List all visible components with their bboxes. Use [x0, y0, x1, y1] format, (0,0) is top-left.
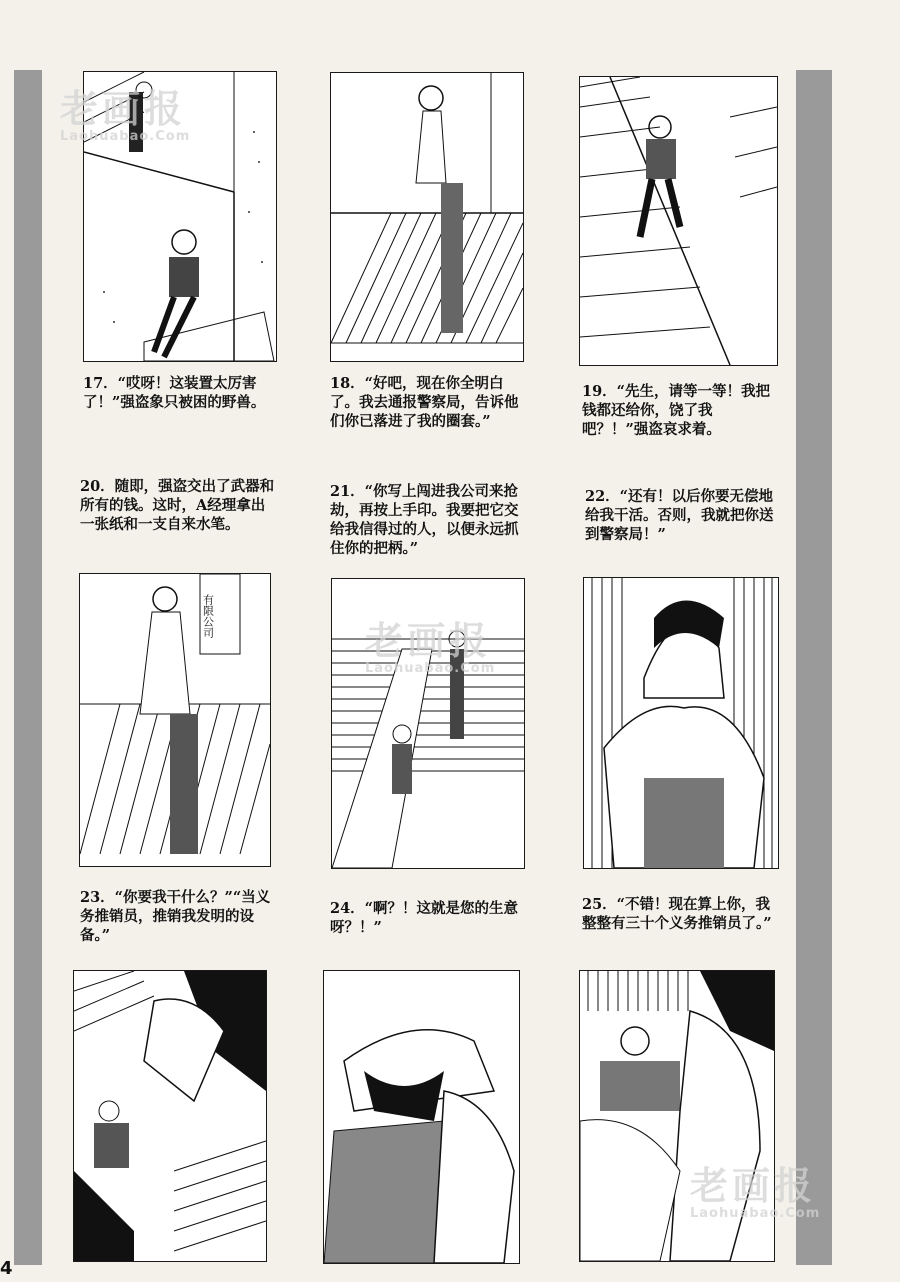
watermark-url: Laohuabao.Com — [60, 129, 191, 144]
panel-22 — [583, 577, 779, 869]
panel-19 — [579, 76, 778, 366]
left-gray-band — [14, 70, 42, 1265]
two-men-scene-illustration — [332, 579, 524, 868]
caption-23: 23．“你要我干什么？”“当义务推销员，推销我发明的设备。” — [80, 889, 271, 944]
manager-and-burglar-illustration — [74, 971, 266, 1261]
panel-23 — [73, 970, 267, 1262]
manager-with-pen-illustration — [80, 574, 270, 866]
panel-25 — [579, 970, 775, 1262]
watermark-url: Laohuabao.Com — [365, 661, 496, 676]
right-gray-band — [796, 70, 832, 1265]
caption-21: 21．“你写上闯进我公司来抢劫，再按上手印。我要把它交给我信得过的人，以便永远抓住你的把柄。” — [330, 483, 519, 557]
caption-22: 22．“还有！以后你要无偿地给我干活。否则，我就把你送到警察局！” — [585, 488, 774, 543]
caption-17: 17．“哎呀！这装置太厉害了！”强盗象只被困的野兽。 — [83, 375, 266, 411]
manager-closeup-illustration — [584, 578, 778, 868]
caption-24: 24．“啊？！这就是您的生意呀？！” — [330, 900, 519, 936]
manager-smiling-illustration — [580, 971, 774, 1261]
panel-21 — [331, 578, 525, 869]
manager-standing-illustration — [331, 73, 523, 361]
burglar-pleading-illustration — [580, 77, 777, 365]
panel-17 — [83, 71, 277, 362]
burglar-shocked-illustration — [324, 971, 519, 1263]
caption-20: 20．随即，强盗交出了武器和所有的钱。这时，A经理拿出一张纸和一支自来水笔。 — [80, 478, 275, 533]
caption-19: 19．“先生，请等一等！我把钱都还给你，饶了我吧？！”强盗哀求着。 — [582, 383, 771, 438]
burglar-trapped-illustration — [84, 72, 276, 361]
watermark-text: 老画报 — [690, 1164, 817, 1208]
watermark-url: Laohuabao.Com — [690, 1206, 821, 1221]
panel-24 — [323, 970, 520, 1264]
page-number: 4 — [0, 1258, 13, 1279]
watermark-text: 老画报 — [365, 619, 492, 663]
panel-20 — [79, 573, 271, 867]
watermark-text: 老画报 — [60, 87, 187, 131]
panel-18 — [330, 72, 524, 362]
caption-25: 25．“不错！现在算上你，我整整有三十个义务推销员了。” — [582, 896, 772, 932]
caption-18: 18．“好吧，现在你全明白了。我去通报警察局，告诉他们你已落进了我的圈套。” — [330, 375, 519, 430]
company-sign-text: 有限公司 — [201, 594, 215, 638]
